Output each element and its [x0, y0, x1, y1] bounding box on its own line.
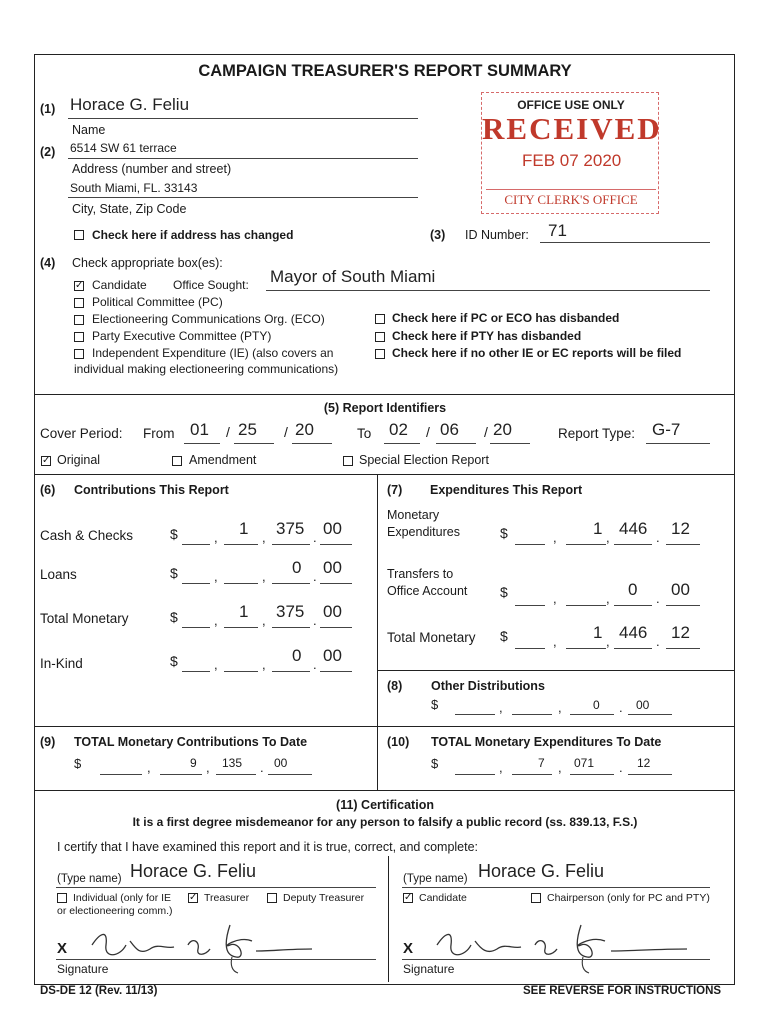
- from-day: 25: [238, 420, 257, 439]
- section7-number: (7): [387, 483, 403, 497]
- transfers-line-b: [566, 605, 606, 606]
- special-election-checkbox[interactable]: [343, 456, 353, 466]
- to-year: 20: [493, 420, 512, 439]
- other-dist-line-c: [570, 714, 614, 715]
- right-signature-scribble: [425, 915, 695, 975]
- transfers-units: 0: [628, 580, 638, 599]
- candidate-label: Candidate: [92, 278, 147, 292]
- id-number-label: ID Number:: [465, 228, 529, 242]
- loans-line-a: [182, 583, 210, 584]
- chairperson-label: Chairperson (only for PC and PTY): [547, 892, 710, 904]
- address-changed-checkbox[interactable]: [74, 230, 84, 240]
- monetary-exp-line-b: [566, 544, 606, 545]
- other-dist-dollar: $: [431, 697, 439, 712]
- from-day-line: [234, 443, 274, 444]
- name-label: Name: [72, 123, 106, 137]
- other-dist-line-b: [512, 714, 552, 715]
- total-contrib-thousands: 1: [239, 602, 249, 621]
- report-type-value: G-7: [652, 420, 681, 439]
- total-exp-date-units: 071: [574, 756, 595, 770]
- inkind-line-a: [182, 671, 210, 672]
- total-contrib-units: 375: [276, 602, 305, 621]
- inkind-dollar: $: [170, 653, 178, 669]
- total-exp-units: 446: [619, 623, 648, 642]
- treasurer-checkbox[interactable]: ✓: [189, 892, 198, 903]
- section8-heading: Other Distributions: [431, 679, 545, 693]
- total-exp-date-dollar: $: [431, 756, 439, 771]
- right-signature-line: [402, 959, 710, 960]
- section10-heading: TOTAL Monetary Expenditures To Date: [431, 735, 662, 749]
- loans-units: 0: [292, 558, 302, 577]
- other-dist-line-a: [455, 714, 495, 715]
- candidate-checkbox[interactable]: ✓: [75, 280, 84, 291]
- section8-number: (8): [387, 679, 403, 693]
- cover-period-label: Cover Period:: [40, 426, 123, 441]
- amendment-checkbox[interactable]: [172, 456, 182, 466]
- loans-cents: 00: [323, 558, 342, 577]
- cash-dot: .: [313, 530, 317, 545]
- right-type-name-line: [402, 887, 710, 888]
- inkind-comma-1: ,: [214, 657, 218, 672]
- total-exp-date-thousands: 7: [538, 756, 545, 770]
- transfers-line-c: [614, 605, 652, 606]
- city-value: South Miami, FL. 33143: [70, 181, 198, 195]
- monetary-exp-units: 446: [619, 519, 648, 538]
- received-text: RECEIVED: [482, 111, 662, 146]
- misdemeanor-warning: It is a first degree misdemeanor for any person to falsify a public record (ss. 839.13, F.S.): [132, 815, 638, 829]
- eco-label: Electioneering Communications Org. (ECO): [92, 312, 325, 326]
- left-x-mark: X: [57, 940, 68, 957]
- received-stamp: [481, 92, 662, 214]
- total-exp-date-comma-2: ,: [558, 760, 562, 775]
- from-year-line: [292, 443, 332, 444]
- cash-comma-1: ,: [214, 530, 218, 545]
- office-sought-label: Office Sought:: [173, 278, 249, 292]
- cash-label: Cash & Checks: [40, 528, 134, 543]
- inkind-line-d: [320, 671, 352, 672]
- no-other-reports-label: Check here if no other IE or EC reports will be filed: [392, 346, 682, 360]
- total-exp-date-line-b: [512, 774, 552, 775]
- total-contrib-date-line-d: [268, 774, 312, 775]
- section6-number: (6): [40, 483, 56, 497]
- right-x-mark: X: [403, 940, 414, 957]
- individual-label-2: or electioneering comm.): [57, 905, 173, 917]
- eco-checkbox[interactable]: [74, 315, 84, 325]
- section9-number: (9): [40, 735, 56, 749]
- total-contrib-date-line-c: [216, 774, 256, 775]
- section10-number: (10): [387, 735, 410, 749]
- divider-9-11: [34, 790, 735, 791]
- right-type-name-value: Horace G. Feliu: [478, 861, 605, 881]
- total-exp-line-c: [614, 648, 652, 649]
- monetary-exp-comma-1: ,: [553, 530, 557, 545]
- section7-heading: Expenditures This Report: [430, 483, 583, 497]
- loans-line-b: [224, 583, 258, 584]
- total-contrib-line-d: [320, 627, 352, 628]
- transfers-cents: 00: [671, 580, 690, 599]
- total-exp-line-b: [566, 648, 606, 649]
- total-contrib-date-dot: .: [260, 760, 264, 775]
- monetary-exp-thousands: 1: [593, 519, 603, 538]
- total-exp-date-line-a: [455, 774, 495, 775]
- office-use-only: OFFICE USE ONLY: [517, 98, 625, 112]
- divider-6-7-vertical: [377, 474, 378, 790]
- total-contrib-line-c: [272, 627, 310, 628]
- to-day-line: [436, 443, 476, 444]
- chairperson-checkbox[interactable]: [531, 893, 541, 903]
- candidate-cert-label: Candidate: [419, 892, 467, 904]
- total-contrib-dot: .: [313, 613, 317, 628]
- address-value: 6514 SW 61 terrace: [70, 141, 177, 155]
- left-signature-line: [56, 959, 376, 960]
- from-year: 20: [295, 420, 314, 439]
- original-label: Original: [57, 453, 101, 467]
- cash-cents: 00: [323, 519, 342, 538]
- id-number-line: [540, 242, 710, 243]
- total-contrib-date-thousands: 9: [190, 756, 197, 770]
- section5-heading: (5) Report Identifiers: [323, 401, 447, 415]
- left-type-name-value: Horace G. Feliu: [130, 861, 257, 881]
- total-contrib-dollar: $: [170, 609, 178, 625]
- monetary-exp-comma-2: ,: [606, 530, 610, 545]
- other-dist-line-d: [628, 714, 672, 715]
- total-exp-date-cents: 12: [637, 756, 651, 770]
- individual-label-1: Individual (only for IE: [73, 892, 172, 904]
- pc-label: Political Committee (PC): [92, 295, 223, 309]
- deputy-treasurer-checkbox[interactable]: [267, 893, 277, 903]
- total-contrib-date-line-a: [100, 774, 142, 775]
- to-day: 06: [440, 420, 459, 439]
- pty-label: Party Executive Committee (PTY): [92, 329, 272, 343]
- cash-thousands: 1: [239, 519, 249, 538]
- monetary-exp-label-1: Monetary: [387, 508, 440, 522]
- to-slash-1: /: [426, 424, 430, 440]
- right-signature-label: Signature: [403, 962, 455, 976]
- pty-checkbox[interactable]: [74, 332, 84, 342]
- total-contrib-line-b: [224, 627, 258, 628]
- certify-statement: I certify that I have examined this report and it is true, correct, and complete:: [57, 840, 479, 854]
- pty-disbanded-checkbox[interactable]: [375, 332, 385, 342]
- left-signature-label: Signature: [57, 962, 109, 976]
- transfers-dollar: $: [500, 584, 508, 600]
- loans-line-d: [320, 583, 352, 584]
- from-slash-1: /: [226, 424, 230, 440]
- to-month-line: [384, 443, 420, 444]
- other-dist-comma-1: ,: [499, 700, 503, 715]
- monetary-exp-cents: 12: [671, 519, 690, 538]
- candidate-cert-checkbox[interactable]: ✓: [404, 892, 413, 903]
- city-line: [68, 197, 418, 198]
- monetary-exp-line-c: [614, 544, 652, 545]
- inkind-comma-2: ,: [262, 657, 266, 672]
- transfers-line-d: [666, 605, 700, 606]
- pc-eco-disbanded-checkbox[interactable]: [375, 314, 385, 324]
- pty-disbanded-label: Check here if PTY has disbanded: [392, 329, 582, 343]
- address-label: Address (number and street): [72, 162, 232, 176]
- see-reverse: SEE REVERSE FOR INSTRUCTIONS: [523, 985, 722, 997]
- left-signature-scribble: [80, 915, 320, 975]
- total-contrib-date-line-b: [160, 774, 202, 775]
- office-sought-value: Mayor of South Miami: [270, 267, 436, 286]
- inkind-dot: .: [313, 657, 317, 672]
- section2-number: (2): [40, 145, 56, 159]
- right-type-name-label: (Type name): [403, 873, 468, 885]
- section4-number: (4): [40, 256, 56, 270]
- total-contrib-date-dollar: $: [74, 756, 82, 771]
- section9-heading: TOTAL Monetary Contributions To Date: [74, 735, 308, 749]
- cash-line-d: [320, 544, 352, 545]
- inkind-line-b: [224, 671, 258, 672]
- deputy-treasurer-label: Deputy Treasurer: [283, 892, 365, 904]
- ie-label-line1: Independent Expenditure (IE) (also covers an: [92, 346, 334, 360]
- loans-comma-1: ,: [214, 569, 218, 584]
- cash-dollar: $: [170, 526, 178, 542]
- name-line: [68, 118, 418, 119]
- to-month: 02: [389, 420, 408, 439]
- from-month: 01: [190, 420, 209, 439]
- left-type-name-line: [56, 887, 376, 888]
- monetary-exp-dollar: $: [500, 525, 508, 541]
- section4-heading: Check appropriate box(es):: [72, 256, 223, 270]
- total-contrib-line-a: [182, 627, 210, 628]
- total-exp-line-a: [515, 648, 545, 649]
- section1-number: (1): [40, 102, 56, 116]
- report-type-label: Report Type:: [558, 426, 636, 441]
- address-changed-label: Check here if address has changed: [92, 228, 294, 242]
- total-exp-cents: 12: [671, 623, 690, 642]
- individual-checkbox[interactable]: [57, 893, 67, 903]
- divider-5-6: [34, 474, 735, 475]
- cash-units: 375: [276, 519, 305, 538]
- monetary-exp-line-d: [666, 544, 700, 545]
- inkind-label: In-Kind: [40, 656, 83, 671]
- divider-4-5: [34, 394, 735, 395]
- from-slash-2: /: [284, 424, 288, 440]
- to-label: To: [357, 426, 372, 441]
- total-contrib-comma-2: ,: [262, 613, 266, 628]
- cash-line-a: [182, 544, 210, 545]
- original-checkbox[interactable]: ✓: [42, 455, 51, 466]
- other-dist-units: 0: [593, 698, 600, 712]
- from-label: From: [143, 426, 175, 441]
- transfers-comma-2: ,: [606, 591, 610, 606]
- form-id: DS-DE 12 (Rev. 11/13): [40, 985, 158, 997]
- total-contrib-cents: 00: [323, 602, 342, 621]
- special-election-label: Special Election Report: [359, 453, 489, 467]
- cash-line-c: [272, 544, 310, 545]
- total-contrib-label: Total Monetary: [40, 611, 129, 626]
- other-dist-cents: 00: [636, 698, 650, 712]
- section11-heading: (11) Certification: [336, 798, 434, 812]
- monetary-exp-label-2: Expenditures: [387, 525, 460, 539]
- pc-eco-disbanded-label: Check here if PC or ECO has disbanded: [392, 311, 620, 325]
- pc-checkbox[interactable]: [74, 298, 84, 308]
- left-type-name-label: (Type name): [57, 873, 122, 885]
- total-exp-date-line-d: [628, 774, 672, 775]
- cash-line-b: [224, 544, 258, 545]
- office-sought-line: [266, 290, 710, 291]
- other-dist-comma-2: ,: [558, 700, 562, 715]
- total-exp-label: Total Monetary: [387, 630, 476, 645]
- total-contrib-date-comma-1: ,: [147, 760, 151, 775]
- inkind-cents: 00: [323, 646, 342, 665]
- no-other-reports-checkbox[interactable]: [375, 349, 385, 359]
- total-exp-line-d: [666, 648, 700, 649]
- inkind-units: 0: [292, 646, 302, 665]
- loans-dollar: $: [170, 565, 178, 581]
- ie-label-line2: individual making electioneering communications): [74, 362, 339, 376]
- transfers-dot: .: [656, 591, 660, 606]
- stamp-date: FEB 07 2020: [522, 151, 622, 170]
- total-exp-date-dot: .: [619, 760, 623, 775]
- total-exp-comma-2: ,: [606, 634, 610, 649]
- report-type-line: [646, 443, 710, 444]
- loans-line-c: [272, 583, 310, 584]
- form-title: CAMPAIGN TREASURER'S REPORT SUMMARY: [198, 62, 572, 80]
- monetary-exp-line-a: [515, 544, 545, 545]
- total-contrib-comma-1: ,: [214, 613, 218, 628]
- transfers-comma-1: ,: [553, 591, 557, 606]
- address-line: [68, 158, 418, 159]
- section3-number: (3): [430, 228, 446, 242]
- inkind-line-c: [272, 671, 310, 672]
- total-exp-date-comma-1: ,: [499, 760, 503, 775]
- treasurer-label: Treasurer: [204, 892, 250, 904]
- city-label: City, State, Zip Code: [72, 202, 187, 216]
- loans-comma-2: ,: [262, 569, 266, 584]
- total-exp-dot: .: [656, 634, 660, 649]
- name-value: Horace G. Feliu: [70, 95, 190, 114]
- stamp-office: CITY CLERK'S OFFICE: [486, 189, 656, 208]
- to-year-line: [490, 443, 530, 444]
- total-exp-date-line-c: [570, 774, 614, 775]
- total-exp-thousands: 1: [593, 623, 603, 642]
- signature-divider: [388, 856, 389, 982]
- monetary-exp-dot: .: [656, 530, 660, 545]
- total-exp-comma-1: ,: [553, 634, 557, 649]
- total-contrib-date-cents: 00: [274, 756, 288, 770]
- amendment-label: Amendment: [189, 453, 257, 467]
- transfers-label-1: Transfers to: [387, 567, 454, 581]
- from-month-line: [184, 443, 220, 444]
- divider-8-9: [34, 726, 735, 727]
- total-contrib-date-units: 135: [222, 756, 243, 770]
- total-contrib-date-comma-2: ,: [206, 760, 210, 775]
- id-number-value: 71: [548, 221, 567, 240]
- section6-heading: Contributions This Report: [74, 483, 229, 497]
- ie-checkbox[interactable]: [74, 349, 84, 359]
- transfers-line-a: [515, 605, 545, 606]
- divider-7-8: [377, 670, 735, 671]
- cash-comma-2: ,: [262, 530, 266, 545]
- other-dist-dot: .: [619, 700, 623, 715]
- loans-dot: .: [313, 569, 317, 584]
- to-slash-2: /: [484, 424, 488, 440]
- total-exp-dollar: $: [500, 628, 508, 644]
- loans-label: Loans: [40, 567, 77, 582]
- transfers-label-2: Office Account: [387, 584, 468, 598]
